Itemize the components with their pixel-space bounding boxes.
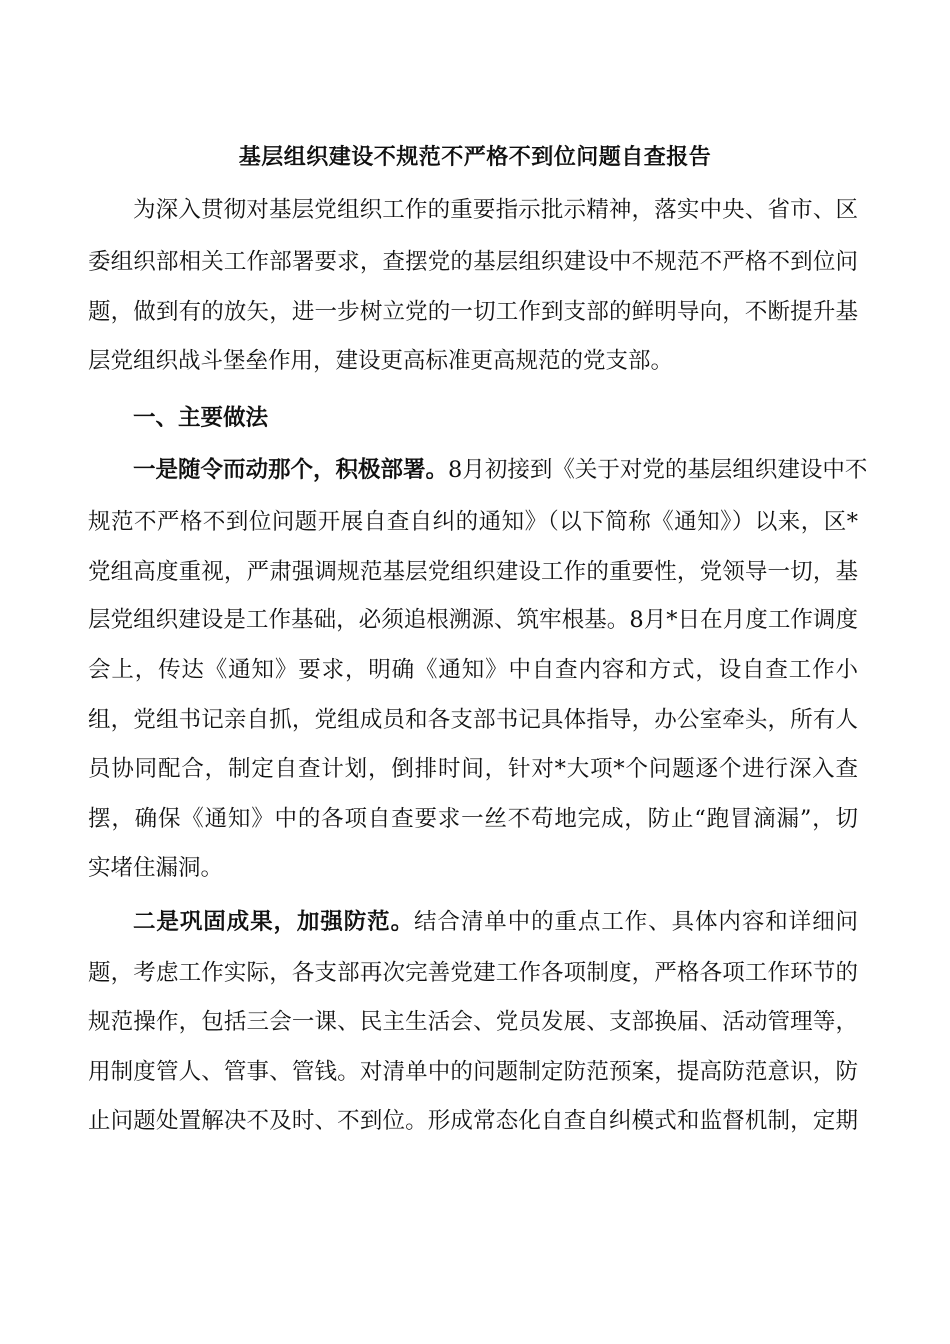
item1-line-7: 员协同配合，制定自查计划，倒排时间，针对*大项*个问题逐个进行深入查 xyxy=(88,756,858,782)
item1-line-9: 实堵住漏洞。 xyxy=(88,855,224,881)
item2-line-3: 规范操作，包括三会一课、民主生活会、党员发展、支部换届、活动管理等， xyxy=(88,1009,858,1035)
item1-line-4: 层党组织建设是工作基础，必须追根溯源、筑牢根基。8月*日在月度工作调度 xyxy=(88,607,858,633)
item1-line-8: 摆，确保《通知》中的各项自查要求一丝不苟地完成，防止“跑冒滴漏”，切 xyxy=(88,806,858,832)
item1-line-5: 会上，传达《通知》要求，明确《通知》中自查内容和方式，设自查工作小 xyxy=(88,657,858,683)
item1-first-line xyxy=(133,450,868,490)
item2-line-2: 题，考虑工作实际，各支部再次完善党建工作各项制度，严格各项工作环节的 xyxy=(88,960,858,986)
intro-line-2: 委组织部相关工作部署要求，查摆党的基层组织建设中不规范不严格不到位问 xyxy=(88,249,858,275)
item2-line-1: 结合清单中的重点工作、具体内容和详细问 xyxy=(414,909,858,935)
item1-line-1: 8月初接到《关于对党的基层组织建设中不 xyxy=(448,457,868,483)
item2-line-5: 止问题处置解决不及时、不到位。形成常态化自查自纠模式和监督机制，定期 xyxy=(88,1108,858,1134)
item2-lead: 二是巩固成果，加强防范。 xyxy=(133,909,414,935)
intro-line-1: 为深入贯彻对基层党组织工作的重要指示批示精神，落实中央、省市、区 xyxy=(133,197,858,223)
intro-line-4: 层党组织战斗堡垒作用，建设更高标准更高规范的党支部。 xyxy=(88,348,674,374)
item1-lead: 一是随令而动那个，积极部署。 xyxy=(133,457,449,483)
section-heading: 一、主要做法 xyxy=(133,405,269,431)
item1-line-6: 组，党组书记亲自抓，党组成员和各支部书记具体指导，办公室牵头，所有人 xyxy=(88,707,858,733)
document-title: 基层组织建设不规范不严格不到位问题自查报告 xyxy=(238,144,712,170)
intro-line-3: 题，做到有的放矢，进一步树立党的一切工作到支部的鲜明导向，不断提升基 xyxy=(88,299,858,325)
item1-line-3: 党组高度重视，严肃强调规范基层党组织建设工作的重要性，党领导一切，基 xyxy=(88,559,858,585)
item1-line-2: 规范不严格不到位问题开展自查自纠的通知》（以下简称《通知》）以来，区* xyxy=(88,509,858,535)
item2-line-4: 用制度管人、管事、管钱。对清单中的问题制定防范预案，提高防范意识，防 xyxy=(88,1059,858,1085)
item2-first-line xyxy=(133,902,858,942)
